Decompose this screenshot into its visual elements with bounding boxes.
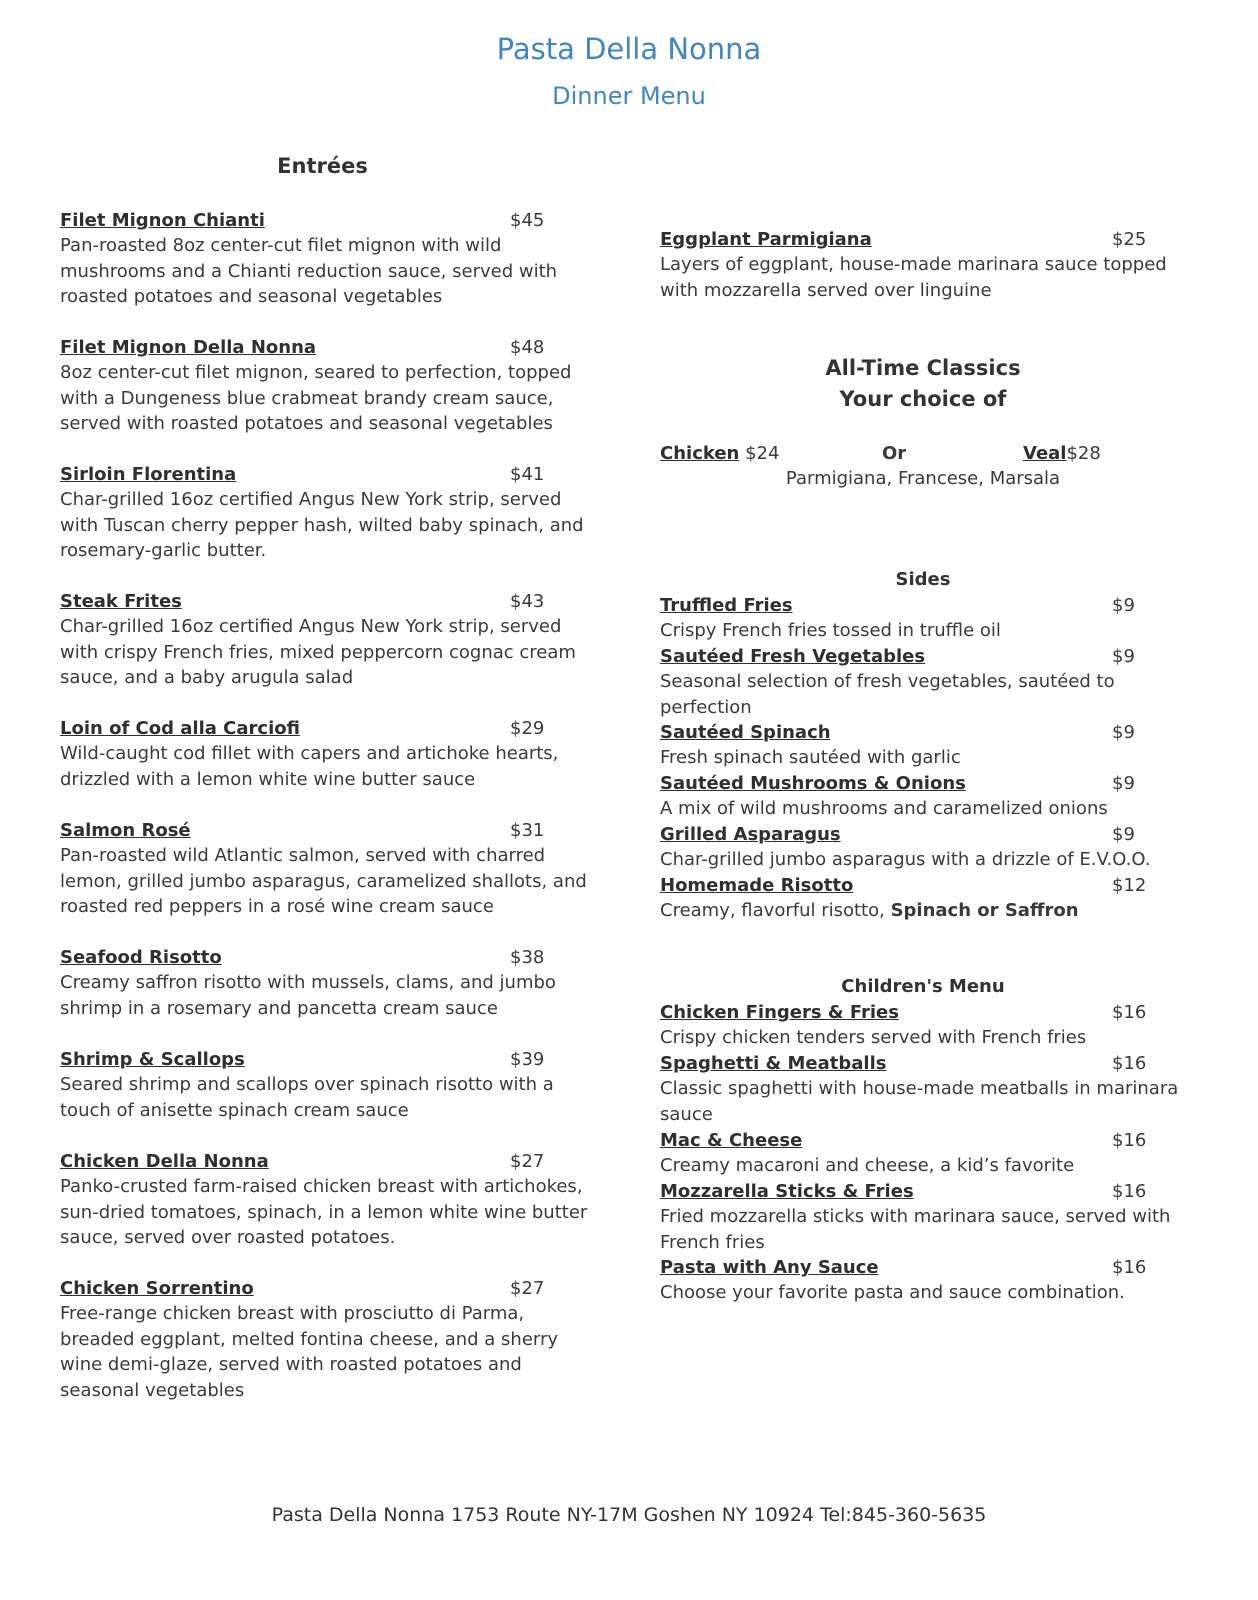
item-description: Pan-roasted wild Atlantic salmon, served with charred lemon, grilled jumbo asparagus, caramelized shallots, and roasted red peppers in a rosé wine cream sauce	[60, 845, 587, 917]
veal-label: Veal	[1023, 443, 1067, 464]
menu-item	[660, 227, 1180, 303]
item-price: $43	[510, 591, 545, 612]
menu-item	[60, 462, 590, 564]
item-description: Free-range chicken breast with prosciutto di Parma, breaded eggplant, melted fontina cheese, and a sherry wine demi-glaze, served with roasted potatoes and seasonal vegetables	[60, 1303, 559, 1401]
item-description-options: Spinach or Saffron	[890, 900, 1079, 921]
item-description: Pan-roasted 8oz center-cut filet mignon with wild mushrooms and a Chianti reduction sauce, served with roasted potatoes and seasonal vegetables	[60, 235, 558, 307]
item-price: $25	[1112, 229, 1147, 250]
item-name: Pasta with Any Sauce	[660, 1257, 879, 1278]
item-price: $9	[1112, 646, 1135, 667]
item-name: Eggplant Parmigiana	[660, 229, 872, 250]
item-price: $16	[1112, 1181, 1147, 1202]
entrees-title: Entrées	[277, 154, 368, 178]
item-price: $27	[510, 1278, 545, 1299]
item-name: Chicken Sorrentino	[60, 1278, 254, 1299]
menu-item	[660, 771, 1180, 822]
classics-styles: Parmigiana, Francese, Marsala	[785, 468, 1061, 489]
item-price: $9	[1112, 722, 1135, 743]
chicken-label: Chicken	[660, 443, 740, 464]
item-description: Seasonal selection of fresh vegetables, sautéed to perfection	[660, 671, 1115, 718]
veal-price: $28	[1066, 443, 1101, 464]
item-name: Sautéed Spinach	[660, 722, 831, 743]
menu-item	[60, 335, 590, 437]
menu-item	[660, 1128, 1180, 1179]
item-description: Crispy chicken tenders served with French fries	[660, 1027, 1087, 1048]
item-name: Chicken Fingers & Fries	[660, 1002, 899, 1023]
item-description: Wild-caught cod fillet with capers and artichoke hearts, drizzled with a lemon white wine butter sauce	[60, 743, 559, 790]
item-name: Spaghetti & Meatballs	[660, 1053, 887, 1074]
item-description: Char-grilled 16oz certified Angus New York strip, served with crispy French fries, mixed peppercorn cognac cream sauce, and a baby arugula salad	[60, 616, 576, 688]
item-name: Salmon Rosé	[60, 820, 191, 841]
menu-title: Dinner Menu	[552, 82, 706, 110]
item-description	[660, 898, 1180, 924]
item-name: Sautéed Fresh Vegetables	[660, 646, 926, 667]
item-price: $31	[510, 820, 545, 841]
item-name: Seafood Risotto	[60, 947, 222, 968]
item-price: $38	[510, 947, 545, 968]
menu-item	[660, 644, 1180, 720]
item-name: Steak Frites	[60, 591, 182, 612]
item-name: Truffled Fries	[660, 595, 793, 616]
menu-item	[60, 716, 590, 792]
item-name: Homemade Risotto	[660, 875, 854, 896]
item-name: Mozzarella Sticks & Fries	[660, 1181, 914, 1202]
item-price: $16	[1112, 1002, 1147, 1023]
item-description: Panko-crusted farm-raised chicken breast with artichokes, sun-dried tomatoes, spinach, in a lemon white wine butter sauce, served over roasted potatoes.	[60, 1176, 588, 1248]
item-price: $45	[510, 210, 545, 231]
childrens-menu-title: Children's Menu	[841, 976, 1005, 997]
item-name: Loin of Cod alla Carciofi	[60, 718, 300, 739]
item-price: $16	[1112, 1130, 1147, 1151]
item-description: Creamy saffron risotto with mussels, clams, and jumbo shrimp in a rosemary and pancetta cream sauce	[60, 972, 556, 1019]
menu-item	[660, 1255, 1180, 1306]
classics-title: All-Time Classics	[825, 356, 1021, 380]
menu-item	[60, 1047, 590, 1123]
menu-item	[660, 1179, 1180, 1255]
menu-item	[660, 593, 1180, 644]
item-price: $16	[1112, 1053, 1147, 1074]
menu-item	[660, 720, 1180, 771]
item-price: $48	[510, 337, 545, 358]
sides-title: Sides	[895, 569, 951, 590]
restaurant-title: Pasta Della Nonna	[496, 32, 762, 66]
item-name: Filet Mignon Della Nonna	[60, 337, 317, 358]
item-price: $27	[510, 1151, 545, 1172]
item-description: Char-grilled jumbo asparagus with a drizzle of E.V.O.O.	[660, 849, 1151, 870]
menu-item	[60, 589, 590, 691]
menu-item	[660, 822, 1180, 873]
item-price: $16	[1112, 1257, 1147, 1278]
menu-item	[60, 208, 590, 310]
item-name: Sautéed Mushrooms & Onions	[660, 773, 966, 794]
item-name: Mac & Cheese	[660, 1130, 803, 1151]
item-description: Crispy French fries tossed in truffle oil	[660, 620, 1001, 641]
menu-item	[660, 1051, 1180, 1127]
item-description: Fried mozzarella sticks with marinara sauce, served with French fries	[660, 1206, 1171, 1253]
classics-subtitle: Your choice of	[839, 387, 1007, 411]
or-label: Or	[882, 443, 907, 464]
item-name: Grilled Asparagus	[660, 824, 841, 845]
menu-item	[660, 1000, 1180, 1051]
item-description: Seared shrimp and scallops over spinach risotto with a touch of anisette spinach cream sauce	[60, 1074, 554, 1121]
item-description: Layers of eggplant, house-made marinara sauce topped with mozzarella served over linguine	[660, 254, 1167, 301]
menu-item	[60, 818, 590, 920]
item-description: Char-grilled 16oz certified Angus New York strip, served with Tuscan cherry pepper hash, wilted baby spinach, and rosemary-garlic butter.	[60, 489, 584, 561]
item-price: $39	[510, 1049, 545, 1070]
menu-item	[60, 1149, 590, 1251]
item-price: $29	[510, 718, 545, 739]
menu-item	[60, 1276, 590, 1403]
item-description: Creamy macaroni and cheese, a kid’s favorite	[660, 1155, 1075, 1176]
item-description: Choose your favorite pasta and sauce combination.	[660, 1282, 1125, 1303]
item-description: Classic spaghetti with house-made meatballs in marinara sauce	[660, 1078, 1179, 1125]
item-name: Sirloin Florentina	[60, 464, 237, 485]
item-price: $9	[1112, 773, 1135, 794]
menu-item	[60, 945, 590, 1021]
chicken-price: $24	[745, 443, 780, 464]
item-price: $41	[510, 464, 545, 485]
item-description: 8oz center-cut filet mignon, seared to perfection, topped with a Dungeness blue crabmeat brandy cream sauce, served with roasted potatoes and seasonal vegetables	[60, 362, 572, 434]
item-name: Chicken Della Nonna	[60, 1151, 269, 1172]
footer-address: Pasta Della Nonna 1753 Route NY-17M Goshen NY 10924 Tel:845-360-5635	[271, 1504, 987, 1526]
item-name: Shrimp & Scallops	[60, 1049, 245, 1070]
item-description-text: Creamy, flavorful risotto,	[660, 900, 891, 921]
menu-item	[660, 873, 1180, 924]
item-price: $9	[1112, 595, 1135, 616]
item-price: $9	[1112, 824, 1135, 845]
item-description: Fresh spinach sautéed with garlic	[660, 747, 961, 768]
item-description: A mix of wild mushrooms and caramelized onions	[660, 798, 1108, 819]
item-name: Filet Mignon Chianti	[60, 210, 265, 231]
item-price: $12	[1112, 875, 1147, 896]
